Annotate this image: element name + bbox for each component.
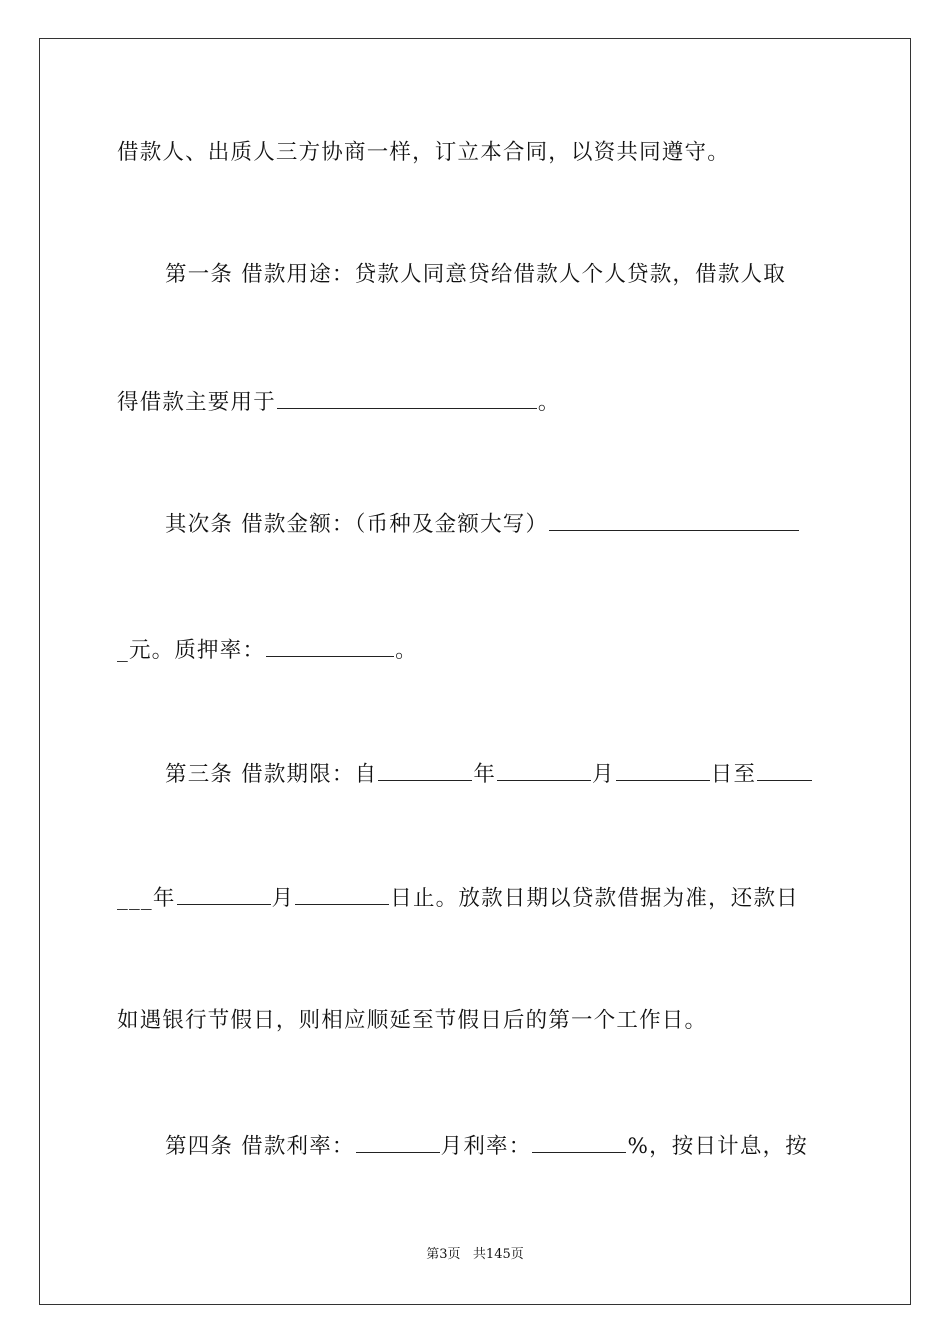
- year-label: 年: [473, 762, 497, 787]
- loan-period-text: 日止。放款日期以贷款借据为准，还款日: [390, 886, 799, 911]
- interest-rate-blank: [356, 1128, 440, 1153]
- monthly-rate-blank: [532, 1128, 626, 1153]
- paragraph-line-5: [117, 632, 837, 666]
- paragraph-line-1: [117, 136, 837, 170]
- text-line-1: 借款人、出质人三方协商一样，订立本合同，以资共同遵守。: [117, 140, 730, 165]
- paragraph-line-3: [117, 384, 837, 418]
- end-year-blank: [757, 756, 812, 781]
- page-border: [39, 38, 911, 1305]
- start-month-blank: [497, 756, 591, 781]
- end-month-blank: [177, 880, 271, 905]
- paragraph-line-7: [117, 880, 837, 914]
- start-day-blank: [616, 756, 710, 781]
- loan-amount-blank: [549, 506, 799, 531]
- article-4-title: 第四条 借款利率：: [165, 1134, 355, 1159]
- paragraph-line-2: [165, 258, 837, 292]
- month-label: 月: [592, 762, 615, 787]
- paragraph-line-4: [165, 506, 837, 540]
- page-number: 第3页: [426, 1247, 461, 1262]
- paragraph-line-6: [165, 756, 837, 790]
- total-pages: 共145页: [472, 1247, 524, 1262]
- daily-interest-text: %，按日计息，按: [627, 1134, 808, 1159]
- page-footer: [0, 1245, 950, 1265]
- paragraph-line-8: [117, 1004, 837, 1038]
- end-year-label: ___年: [117, 886, 176, 911]
- holiday-clause: 如遇银行节假日，则相应顺延至节假日后的第一个工作日。: [117, 1008, 708, 1033]
- loan-purpose-label: 得借款主要用于: [117, 390, 276, 415]
- start-year-blank: [378, 756, 472, 781]
- pledge-rate-blank: [266, 632, 394, 657]
- pledge-rate-label: _元。质押率：: [117, 638, 266, 663]
- monthly-rate-label: 月利率：: [440, 1134, 532, 1159]
- article-3-title: 第三条 借款期限：自: [165, 762, 378, 787]
- article-2-title: 其次条 借款金额：（币种及金额大写）: [165, 512, 549, 537]
- paragraph-line-9: [165, 1128, 837, 1162]
- period-mark: 。: [537, 390, 561, 415]
- loan-purpose-blank: [277, 384, 537, 409]
- month-label: 月: [271, 886, 295, 911]
- end-day-blank: [295, 880, 389, 905]
- article-1-title: 第一条 借款用途：贷款人同意贷给借款人个人贷款，借款人取: [165, 262, 786, 287]
- period-mark: 。: [395, 638, 418, 663]
- day-to-label: 日至: [710, 762, 757, 787]
